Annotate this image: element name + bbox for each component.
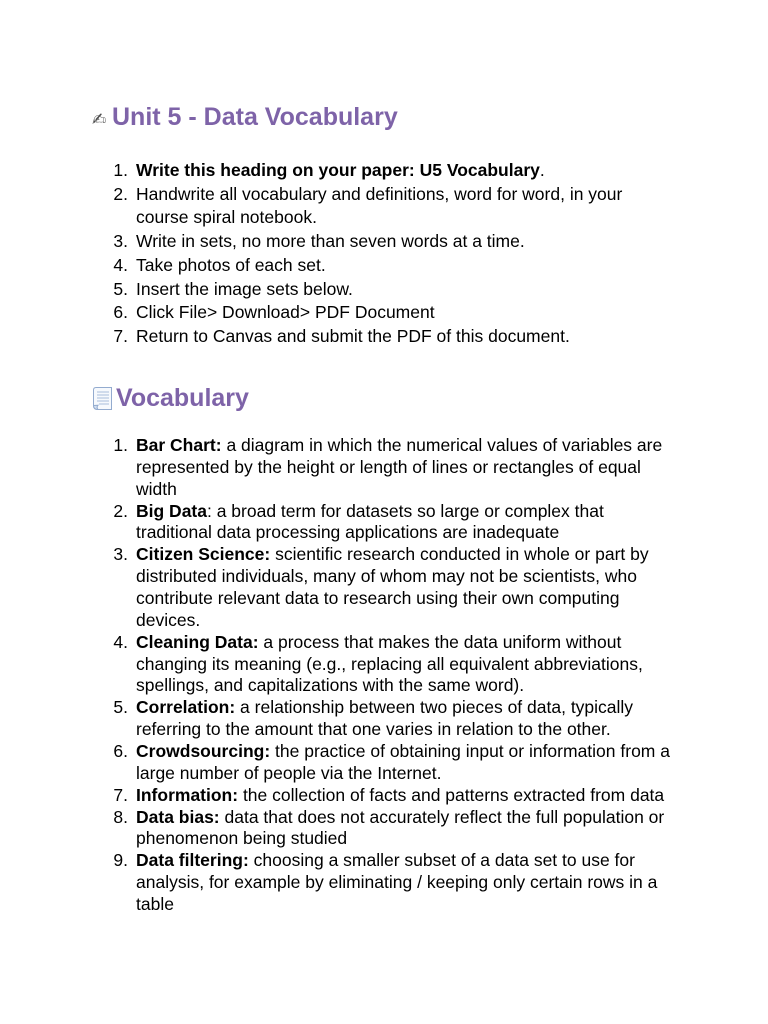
list-number: 8. — [113, 806, 128, 827]
instruction-text — [136, 254, 326, 278]
instruction-text — [136, 278, 353, 302]
vocab-definition-line: choosing a smaller subset of a data set to use for — [248, 850, 635, 871]
text-line — [136, 544, 649, 566]
list-number: 2. — [113, 500, 128, 521]
vocab-definition-line: phenomenon being studied — [136, 828, 348, 849]
vocab-definition-line: table — [136, 894, 174, 915]
list-number: 9. — [113, 850, 128, 871]
vocab-item — [100, 741, 670, 785]
vocab-term: Data bias: — [136, 806, 220, 827]
vocab-definition-line: the practice of obtaining input or information from a — [270, 741, 670, 762]
text-line: Handwrite all vocabulary and definitions, word for word, in your — [136, 183, 623, 204]
instruction-item — [100, 301, 622, 325]
vocab-item — [100, 544, 670, 631]
instruction-text — [136, 159, 545, 183]
instruction-item — [100, 159, 622, 183]
instruction-text — [136, 183, 622, 230]
instruction-list — [100, 159, 622, 349]
unit-heading — [92, 102, 398, 132]
vocab-item — [100, 807, 670, 851]
text-line — [136, 435, 662, 457]
vocab-term: Data filtering: — [136, 850, 249, 871]
instruction-bold-text: Write this heading on your paper: U5 Vocabulary — [136, 160, 540, 180]
instruction-item — [100, 183, 622, 230]
vocab-term: Bar Chart: — [136, 435, 222, 455]
list-number: 5. — [113, 278, 128, 299]
vocab-definition-line: width — [136, 478, 177, 499]
vocab-definition-line: spellings, and capitalizations with the same word). — [136, 675, 525, 696]
text-line — [136, 501, 604, 523]
vocab-definition-line: the collection of facts and patterns extracted from data — [238, 784, 665, 805]
instruction-text — [136, 301, 435, 325]
text-line: Return to Canvas and submit the PDF of this document. — [136, 325, 570, 346]
text-line — [136, 807, 664, 829]
vocab-definition-line: a diagram in which the numerical values of variables are — [221, 435, 663, 455]
vocab-definition-line: analysis, for example by eliminating / keeping only certain rows in a — [136, 872, 658, 893]
text-line: course spiral notebook. — [136, 207, 317, 228]
vocab-item — [100, 850, 670, 916]
instruction-item — [100, 278, 622, 302]
vocabulary-list — [100, 435, 670, 916]
vocab-term: Correlation: — [136, 697, 236, 718]
vocab-definition-line: : a broad term for datasets so large or complex that — [206, 500, 604, 521]
vocab-item — [100, 632, 670, 698]
vocab-definition-line: contribute relevant data to research using their own computing — [136, 588, 620, 609]
vocabulary-heading — [92, 383, 249, 413]
vocab-term: Information: — [136, 784, 239, 805]
vocab-definition-line: changing its meaning (e.g., replacing all equivalent abbreviations, — [136, 653, 643, 674]
vocab-definition-line: traditional data processing applications are inadequate — [136, 522, 560, 543]
vocab-definition-line: represented by the height or length of lines or rectangles of equal — [136, 456, 641, 477]
vocab-term: Cleaning Data: — [136, 631, 259, 652]
list-number: 3. — [113, 231, 128, 252]
text-line — [136, 741, 670, 763]
vocab-definition-line: large number of people via the Internet. — [136, 762, 442, 783]
vocab-term: Citizen Science: — [136, 544, 271, 565]
text-line — [136, 785, 664, 807]
instruction-text — [136, 230, 525, 254]
instruction-text — [136, 325, 570, 349]
vocab-definition-line: referring to the amount that one varies in relation to the other. — [136, 719, 611, 740]
vocab-item — [100, 435, 670, 501]
page-with-curl-icon — [92, 386, 113, 411]
list-number: 6. — [113, 302, 128, 323]
vocab-entry — [136, 741, 670, 785]
vocab-entry — [136, 697, 633, 741]
writing-hand-icon: ✍ — [92, 110, 107, 130]
text-line — [136, 697, 633, 719]
vocab-definition-line: a relationship between two pieces of data, typically — [235, 697, 634, 718]
list-number: 4. — [113, 631, 128, 652]
text-line — [136, 159, 545, 183]
vocab-entry — [136, 785, 664, 807]
text-line: Insert the image sets below. — [136, 278, 353, 299]
vocab-entry — [136, 501, 604, 545]
instruction-item — [100, 325, 622, 349]
vocab-entry — [136, 435, 662, 501]
list-number: 2. — [113, 183, 128, 204]
text-line: Take photos of each set. — [136, 254, 326, 275]
list-number: 3. — [113, 544, 128, 565]
vocab-definition-line: data that does not accurately reflect the full population or — [219, 806, 665, 827]
vocab-item — [100, 785, 670, 807]
unit-heading-text: Unit 5 - Data Vocabulary — [112, 103, 398, 131]
list-number: 7. — [113, 325, 128, 346]
vocabulary-heading-text: Vocabulary — [116, 384, 249, 412]
vocab-entry — [136, 850, 657, 916]
vocab-entry — [136, 632, 643, 698]
text-line — [136, 850, 657, 872]
text-line — [136, 632, 643, 654]
vocab-entry — [136, 544, 649, 631]
vocab-term: Big Data — [136, 500, 207, 521]
instruction-item — [100, 230, 622, 254]
text-line: Click File> Download> PDF Document — [136, 302, 435, 323]
vocab-entry — [136, 807, 664, 851]
list-number: 1. — [113, 435, 128, 455]
vocab-definition-line: a process that makes the data uniform without — [258, 631, 622, 652]
vocab-item — [100, 501, 670, 545]
vocab-definition-line: distributed individuals, many of whom may not be scientists, who — [136, 566, 637, 587]
vocab-definition-line: devices. — [136, 609, 201, 630]
list-number: 6. — [113, 741, 128, 762]
vocab-item — [100, 697, 670, 741]
list-number: 4. — [113, 254, 128, 275]
instruction-text-part: . — [539, 160, 545, 180]
list-number: 1. — [113, 160, 128, 180]
vocab-term: Crowdsourcing: — [136, 741, 271, 762]
list-number: 5. — [113, 697, 128, 718]
text-line: Write in sets, no more than seven words at a time. — [136, 231, 525, 252]
list-number: 7. — [113, 784, 128, 805]
vocab-definition-line: scientific research conducted in whole or part by — [270, 544, 649, 565]
instruction-item — [100, 254, 622, 278]
